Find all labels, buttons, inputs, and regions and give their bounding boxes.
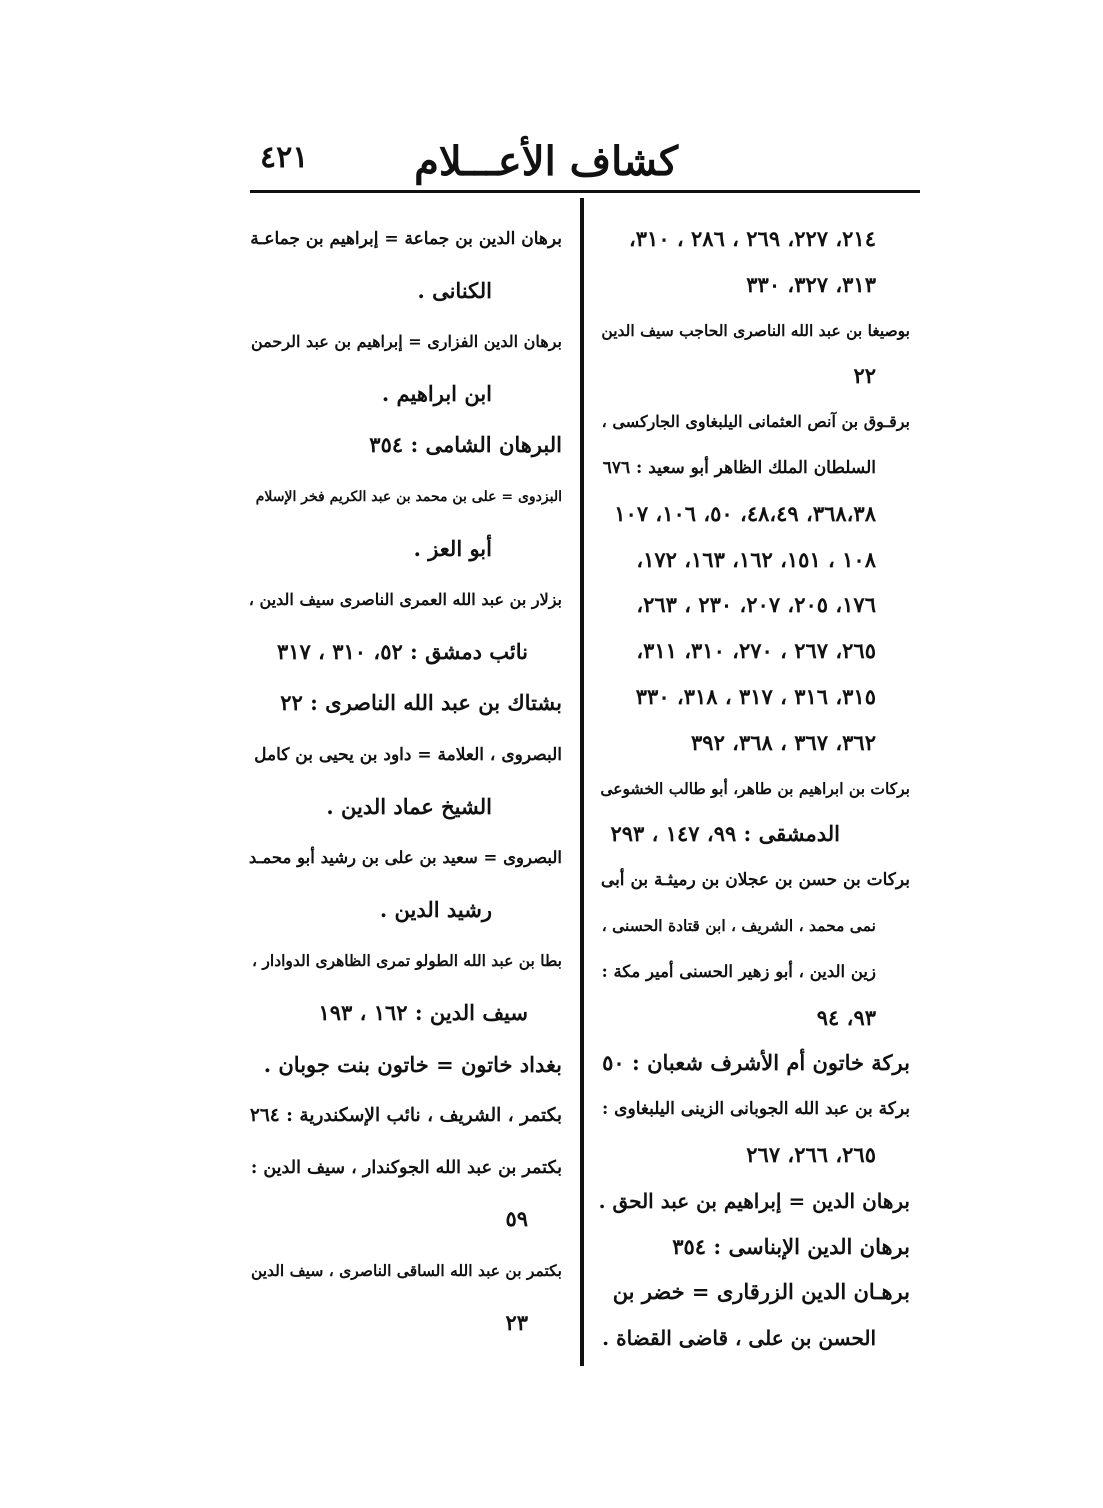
- index-entry-line: بزلار بن عبد الله العمرى الناصرى سيف الدين ،: [248, 590, 562, 610]
- index-entry-line: رشيد الدين .: [379, 896, 492, 922]
- index-entry-line: ٣١٣، ٣٢٧، ٣٣٠: [746, 271, 876, 297]
- index-entry-line: بكتمر بن عبد الله الساقى الناصرى ، سيف الدين: [250, 1261, 562, 1280]
- page-title: كشاف الأعـــلام: [414, 138, 678, 185]
- index-entry-line: بركات بن حسن بن عجلان بن رميثـة بن أبى: [600, 870, 910, 891]
- index-entry-line: برهان الدين بن جماعة = إبراهيم بن جماعـة: [250, 229, 562, 249]
- index-entry-line: ٣١٥، ٣١٦ ، ٣١٧ ، ٣١٨، ٣٣٠: [635, 684, 876, 709]
- index-entry-line: ٢١٤، ٢٢٧، ٢٦٩ ، ٢٨٦ ، ٣١٠،: [629, 226, 876, 251]
- index-entry-line: بركة خاتون أم الأشرف شعبان : ٥٠: [602, 1050, 910, 1076]
- index-entry-line: الشيخ عماد الدين .: [326, 793, 492, 819]
- index-entry-line: بكتمر بن عبد الله الجوكندار ، سيف الدين :: [250, 1157, 562, 1178]
- index-entry-line: بركات بن ابراهيم بن طاهر، أبو طالب الخشوعى: [600, 778, 910, 798]
- page-number: ٤٢١: [260, 140, 309, 175]
- index-entry-line: بوصيغا بن عبد الله الناصرى الحاجب سيف الدين: [601, 320, 910, 340]
- index-entry-line: ٣٦٨،٣٨، ٤٨،٤٩، ٥٠، ١٠٦، ١٠٧: [614, 500, 876, 526]
- index-entry-line: ٢٣: [505, 1309, 528, 1335]
- index-entry-line: البرهان الشامى : ٣٥٤: [369, 432, 562, 458]
- index-entry-line: ٢٦٥، ٢٦٦، ٢٦٧: [746, 1142, 876, 1167]
- index-entry-line: ١٧٦، ٢٠٥، ٢٠٧، ٢٣٠ ، ٢٦٣،: [636, 592, 876, 618]
- index-entry-line: ٩٣، ٩٤: [816, 1004, 876, 1030]
- index-entry-line: السلطان الملك الظاهر أبو سعيد : ٦٧٦: [602, 458, 876, 478]
- index-entry-line: ٢٦٥، ٢٦٧ ، ٢٧٠، ٣١٠، ٣١١،: [636, 638, 876, 664]
- header-rule: [250, 190, 920, 193]
- index-entry-line: بكتمر ، الشريف ، نائب الإسكندرية : ٢٦٤: [249, 1105, 562, 1127]
- index-entry-line: ٢٢: [853, 363, 876, 389]
- index-entry-line: ١٠٨ ، ١٥١، ١٦٢، ١٦٣، ١٧٢،: [636, 546, 876, 572]
- index-entry-line: ٥٩: [505, 1206, 528, 1232]
- index-entry-line: بغداد خاتون = خاتون بنت جوبان .: [263, 1051, 562, 1077]
- index-entry-line: ابن ابراهيم .: [381, 380, 492, 406]
- index-entry-line: ٣٦٢، ٣٦٧ ، ٣٦٨، ٣٩٢: [691, 729, 876, 755]
- index-entry-line: البصروى ، العلامة = داود بن يحيى بن كامل: [254, 745, 562, 765]
- index-entry-line: الكنانى .: [417, 277, 492, 303]
- index-entry-line: برقـوق بن آنص العثمانى اليلبغاوى الجاركسى ،: [601, 412, 910, 432]
- index-entry-line: بطا بن عبد الله الطولو تمرى الظاهرى الدوادار ،: [252, 951, 562, 971]
- index-entry-line: زين الدين ، أبو زهير الحسنى أمير مكة :: [601, 961, 876, 981]
- index-entry-line: برهان الدين = إبراهيم بن عبد الحق .: [598, 1188, 910, 1213]
- index-entry-line: أبو العز .: [413, 535, 492, 561]
- index-entry-line: الحسن بن على ، قاضى القضاة .: [602, 1326, 876, 1351]
- column-divider: [580, 198, 584, 1366]
- index-entry-line: برهان الدين الفزارى = إبراهيم بن عبد الرحمن: [251, 332, 562, 352]
- index-entry-line: سيف الدين : ١٦٢ ، ١٩٣: [318, 1000, 528, 1025]
- page-header: [248, 130, 928, 190]
- index-entry-line: برهان الدين الإبناسى : ٣٥٤: [672, 1233, 910, 1259]
- index-entry-line: الدمشقى : ٩٩، ١٤٧ ، ٢٩٣: [610, 821, 840, 847]
- index-entry-line: نمى محمد ، الشريف ، ابن قتادة الحسنى ،: [601, 916, 876, 935]
- index-entry-line: برهـان الدين الزرقارى = خضر بن: [612, 1279, 910, 1305]
- index-entry-line: بركة بن عبد الله الجوبانى الزينى اليلبغاوى :: [601, 1099, 910, 1120]
- index-entry-line: نائب دمشق : ٥٢، ٣١٠ ، ٣١٧: [277, 638, 528, 664]
- index-entry-line: البزدوى = على بن محمد بن عبد الكريم فخر الإسلام: [255, 489, 562, 505]
- index-entry-line: البصروى = سعيد بن على بن رشيد أبو محمـد: [248, 848, 562, 868]
- index-entry-line: بشتاك بن عبد الله الناصرى : ٢٢: [280, 690, 562, 716]
